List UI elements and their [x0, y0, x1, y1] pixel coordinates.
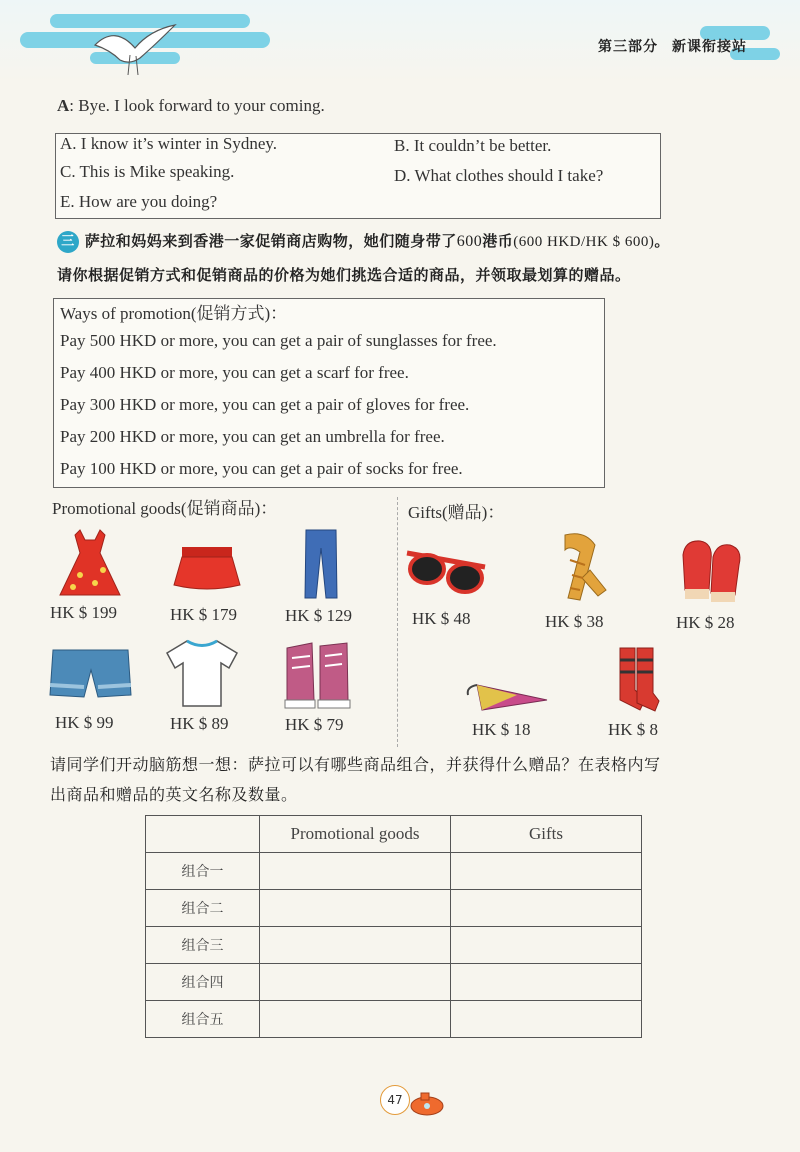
goods-answer-cell[interactable] [260, 890, 451, 927]
table-row [146, 890, 642, 927]
jeans-icon [303, 528, 339, 600]
option-d: D. What clothes should I take? [394, 166, 604, 185]
price-scarf: HK $ 38 [545, 612, 604, 631]
row-label: 组合四 [146, 964, 260, 1001]
gifts-answer-cell[interactable] [451, 927, 642, 964]
answer-table [145, 815, 642, 1038]
header-section: 新课衔接站 [672, 39, 747, 55]
table-row [146, 927, 642, 964]
options-box [55, 133, 661, 219]
table-row [146, 1001, 642, 1038]
dialog-text: Bye. I look forward to your coming. [78, 96, 325, 115]
dialog-line [57, 96, 325, 116]
task-amount-note: (600 HKD/HK $ 600) [513, 234, 655, 250]
task-currency: 港币 [482, 232, 514, 250]
table-row [146, 964, 642, 1001]
scarf-icon [550, 530, 610, 605]
gifts-answer-cell[interactable] [451, 964, 642, 1001]
task-number-badge: 三 [57, 231, 79, 253]
instruction-line1: 请同学们开动脑筋想一想：萨拉可以有哪些商品组合，并获得什么赠品？在表格内写 [50, 755, 661, 774]
option-c: C. This is Mike speaking. [60, 162, 235, 181]
price-dress: HK $ 199 [50, 603, 118, 622]
submarine-icon [405, 1090, 445, 1118]
table-corner-cell [146, 816, 260, 853]
table-header-row [146, 816, 642, 853]
shorts-icon [48, 645, 133, 705]
price-tshirt: HK $ 89 [170, 714, 229, 733]
task-amount: 600 [456, 233, 483, 250]
price-sneakers: HK $ 79 [285, 715, 344, 734]
option-e: E. How are you doing? [60, 192, 218, 211]
dialog-speaker: A [57, 96, 70, 115]
promotion-box [53, 298, 605, 488]
promotion-title: Ways of promotion(促销方式)： [60, 304, 288, 323]
row-label: 组合五 [146, 1001, 260, 1038]
promotion-line: Pay 400 HKD or more, you can get a scarf for free. [60, 363, 409, 382]
gifts-answer-cell[interactable] [451, 1001, 642, 1038]
header-promotional-goods: Promotional goods [260, 816, 451, 853]
promotion-line: Pay 300 HKD or more, you can get a pair of gloves for free. [60, 395, 470, 414]
task-statement-line1 [57, 230, 670, 253]
price-umbrella: HK $ 18 [472, 720, 531, 739]
row-label: 组合三 [146, 927, 260, 964]
seagull-icon [90, 20, 180, 80]
price-sunglasses: HK $ 48 [412, 609, 471, 628]
promotion-line: Pay 200 HKD or more, you can get an umbrella for free. [60, 427, 445, 446]
instruction-line2: 出商品和赠品的英文名称及数量。 [50, 785, 298, 804]
gifts-title: Gifts(赠品)： [408, 503, 505, 522]
promotion-line: Pay 500 HKD or more, you can get a pair of sunglasses for free. [60, 331, 497, 350]
price-socks: HK $ 8 [608, 720, 659, 739]
page-number: 47 [380, 1085, 410, 1115]
header-title [598, 36, 747, 56]
price-skirt: HK $ 179 [170, 605, 238, 624]
goods-answer-cell[interactable] [260, 853, 451, 890]
gloves-icon [675, 535, 747, 605]
task-period: 。 [654, 232, 670, 250]
dress-icon [55, 525, 125, 600]
skirt-icon [172, 545, 242, 595]
row-label: 组合二 [146, 890, 260, 927]
price-shorts: HK $ 99 [55, 713, 114, 732]
table-row [146, 853, 642, 890]
price-gloves: HK $ 28 [676, 613, 735, 632]
sneakers-icon [282, 638, 352, 710]
section-divider [397, 497, 398, 747]
umbrella-icon [462, 675, 550, 715]
header-part: 第三部分 [598, 39, 658, 55]
goods-answer-cell[interactable] [260, 964, 451, 1001]
goods-answer-cell[interactable] [260, 1001, 451, 1038]
gifts-answer-cell[interactable] [451, 890, 642, 927]
row-label: 组合一 [146, 853, 260, 890]
price-jeans: HK $ 129 [285, 606, 353, 625]
header-gifts: Gifts [451, 816, 642, 853]
tshirt-icon [165, 638, 240, 708]
goods-title: Promotional goods(促销商品)： [52, 499, 278, 518]
gifts-answer-cell[interactable] [451, 853, 642, 890]
goods-answer-cell[interactable] [260, 927, 451, 964]
task-line1-text: 萨拉和妈妈来到香港一家促销商店购物，她们随身带了 [84, 232, 457, 250]
option-a: A. I know it’s winter in Sydney. [60, 134, 278, 153]
socks-icon [615, 645, 660, 713]
promotion-line: Pay 100 HKD or more, you can get a pair of socks for free. [60, 459, 463, 478]
task-statement-line2: 请你根据促销方式和促销商品的价格为她们挑选合适的商品，并领取最划算的赠品。 [57, 266, 631, 284]
dialog-sep: : [69, 96, 75, 115]
option-b: B. It couldn’t be better. [394, 136, 552, 155]
sunglasses-icon [405, 545, 487, 595]
